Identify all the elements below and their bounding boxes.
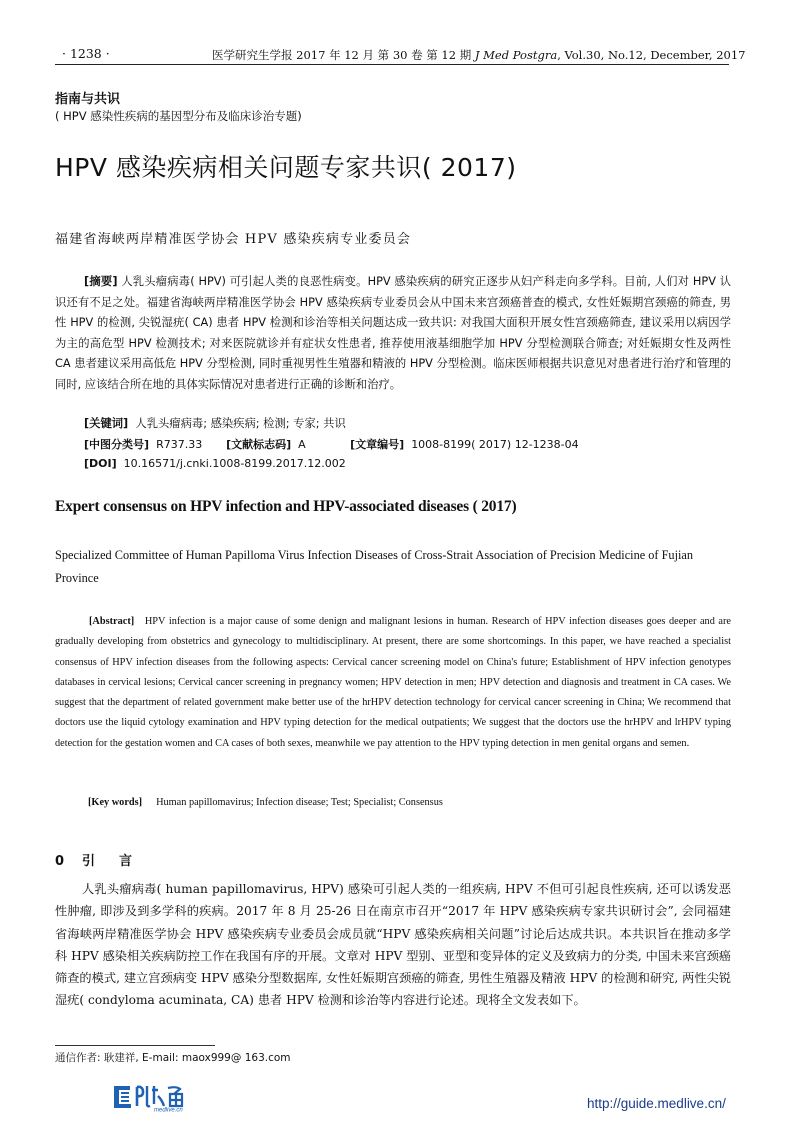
journal-citation	[212, 47, 746, 63]
doc-code-value: A	[298, 438, 306, 451]
keywords-cn	[84, 415, 346, 431]
keywords-en	[88, 797, 443, 808]
keywords-cn-tag: [关键词]	[84, 417, 129, 430]
abstract-cn	[55, 272, 731, 396]
intro-heading	[55, 850, 156, 869]
clc-tag: [中图分类号]	[84, 438, 150, 451]
intro-number: 0	[55, 854, 65, 869]
keywords-en-text: Human papillomavirus; Infection disease; Test; Specialist; Consensus	[156, 797, 443, 808]
classification-row	[84, 436, 579, 452]
abstract-en-text: HPV infection is a major cause of some denign and malignant lesions in human. Research of HPV infection diseases goes deeper and are gradually developing from obstetrics and gynecology to multidisciplinary. At present, there are some shortcomings. In this paper, we have reached a specialist consensus of HPV infection diseases from the following aspects: Cervical cancer screening model on China's future; Establishment of HPV infection genotypes databases in cervical lesions; Cervical cancer screening in pregnancy women; HPV detection in men; HPV detection and diagnosis and treatment in CA cases. We suggest that the department of related government make better use of the hrHPV detection technology for cervical cancer screening in China; We recommend that doctors use the liquid cytology examination and HPV typing detection for the medical outpatients; We suggest that the doctors use the hrHPV and lrHPV typing detection for the gestation women and CA cases of both sexes, meanwhile we pay attention to the HPV typing detection in men genital organs and semen.	[55, 616, 731, 749]
clc-value: R737.33	[156, 438, 203, 451]
abstract-cn-text: 人乳头瘤病毒( HPV) 可引起人类的良恶性病变。HPV 感染疾病的研究正逐步从妇产科走向多学科。目前, 人们对 HPV 认识还有不足之处。福建省海峡两岸精准医学协会 HPV 感染疾病专业委员会从中国未来宫颈癌普查的模式, 女性妊娠期宫颈癌的筛查, 男性 HPV 的检测, 尖锐湿疣( CA) 患者 HPV 检测和诊治等相关问题达成一致共识: 对我国大面积开展女性宫颈癌筛查, 建议采用以病因学为主的高危型 HPV 检测技术; 对来医院就诊并有症状女性患者, 推荐使用液基细胞学加 HPV 分型检测联合筛查; 对妊娠期女性及两性 CA 患者建议采用高低危 HPV 分型检测, 同时重视男性生殖器和精液的 HPV 分型检测。临床医师根据共识意见对患者进行治疗和管理的同时, 应该结合所在地的具体实际情况对患者进行正确的诊断和治疗。	[55, 275, 732, 391]
corresponding-author-note: 通信作者: 耿建祥, E-mail: maox999@ 163.com	[55, 1052, 291, 1064]
abstract-en	[55, 612, 731, 754]
keywords-cn-text: 人乳头瘤病毒; 感染疾病; 检测; 专家; 共识	[135, 417, 346, 430]
article-number-tag: [文章编号]	[350, 438, 405, 451]
doi-value: 10.16571/j.cnki.1008-8199.2017.12.002	[123, 457, 346, 470]
section-subtitle: ( HPV 感染性疾病的基因型分布及临床诊治专题)	[55, 109, 302, 123]
doi-tag: [DOI]	[84, 457, 117, 470]
authors-en: Specialized Committee of Human Papilloma Virus Infection Diseases of Cross-Strait Association of Precision Medicine of Fujian Province	[55, 548, 694, 585]
doi-row	[84, 457, 346, 470]
abstract-cn-tag: [摘要]	[84, 275, 118, 288]
article-number-value: 1008-8199( 2017) 12-1238-04	[411, 438, 579, 451]
journal-cn: 医学研究生学报 2017 年 12 月 第 30 卷 第 12 期	[212, 48, 472, 62]
medlive-logo-icon	[110, 1082, 200, 1112]
authors-cn: 福建省海峡两岸精准医学协会 HPV 感染疾病专业委员会	[55, 232, 412, 247]
article-title-en: Expert consensus on HPV infection and HPV-associated diseases ( 2017)	[55, 498, 517, 515]
journal-en-abbrev: J Med Postgra	[474, 48, 558, 62]
keywords-en-tag: [Key words]	[88, 797, 143, 808]
doc-code-tag: [文献标志码]	[226, 438, 292, 451]
header-rule	[55, 64, 729, 65]
footer-url-link[interactable]: http://guide.medlive.cn/	[587, 1096, 726, 1111]
footnote-rule	[55, 1045, 215, 1046]
svg-text:medlive.cn: medlive.cn	[154, 1107, 183, 1112]
page-number: · 1238 ·	[62, 46, 110, 61]
journal-en-rest: , Vol.30, No.12, December, 2017	[557, 48, 746, 62]
medlive-logo	[110, 1082, 200, 1112]
article-title-cn: HPV 感染疾病相关问题专家共识( 2017)	[55, 153, 517, 182]
section-label: 指南与共识	[55, 92, 121, 107]
abstract-en-tag: [Abstract]	[89, 616, 135, 627]
intro-paragraph: 人乳头瘤病毒( human papillomavirus, HPV) 感染可引起人类的一组疾病, HPV 不但可引起良性疾病, 还可以诱发恶性肿瘤, 即涉及到多学科的疾病。2017 年 8 月 25-26 日在南京市召开“2017 年 HPV 感染疾病专家共识研讨会”, 会同福建省海峡两岸精准医学协会 HPV 感染疾病专业委员会成员就“HPV 感染疾病相关问题”讨论后达成共识。本共识旨在推动多学科 HPV 感染相关疾病防控工作在我国有序的开展。文章对 HPV 型别、亚型和变异体的定义及致病力的分类, 中国未来宫颈癌筛查的模式, 建立宫颈病变 HPV 感染分型数据库, 女性妊娠期宫颈癌的筛查, 男性生殖器及精液 HPV 的检测和研究, 两性尖锐湿疣( condyloma acuminata, CA) 患者 HPV 检测和诊治等内容进行论述。现将全文发表如下。	[55, 882, 731, 1008]
intro-title: 引言	[82, 854, 157, 869]
